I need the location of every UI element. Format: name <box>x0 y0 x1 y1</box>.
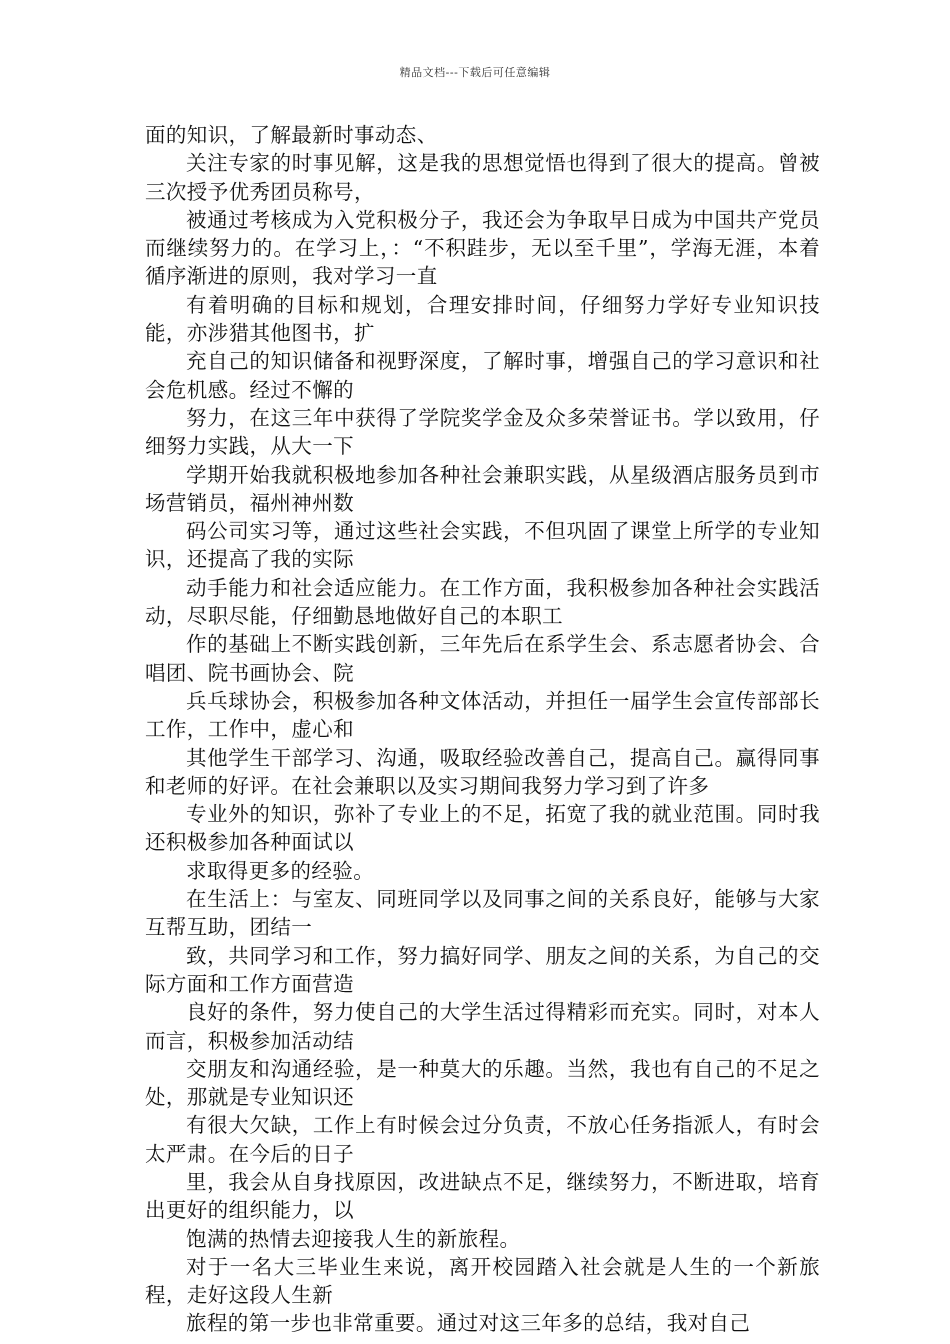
paragraph: 求取得更多的经验。 <box>186 858 375 883</box>
paragraph: 关注专家的时事见解，这是我的思想觉悟也得到了很大的提高。曾被三次授予优秀团员称号， <box>145 151 820 204</box>
page-header: 精品文档---下载后可任意编辑 <box>399 66 551 79</box>
paragraph: 良好的条件，努力使自己的大学生活过得精彩而充实。同时，对本人而言，积极参加活动结 <box>145 1000 820 1053</box>
paragraph: 动手能力和社会适应能力。在工作方面，我积极参加各种社会实践活动，尽职尽能，仔细勤恳地做好自己的本职工 <box>145 575 820 629</box>
paragraph: 有着明确的目标和规划，合理安排时间，仔细努力学好专业知识技能，亦涉猎其他图书，扩 <box>145 292 820 346</box>
paragraph: 里，我会从自身找原因，改进缺点不足，继续努力，不断进取，培育出更好的组织能力，以 <box>145 1169 820 1223</box>
paragraph: 兵乓球协会，积极参加各种文体活动，并担任一届学生会宣传部部长工作，工作中，虚心和 <box>145 688 820 742</box>
body-text <box>145 121 820 1338</box>
paragraph: 有很大欠缺，工作上有时候会过分负责，不放心任务指派人，有时会太严肃。在今后的日子 <box>145 1113 820 1166</box>
paragraph: 充自己的知识储备和视野深度，了解时事，增强自己的学习意识和社会危机感。经过不懈的 <box>145 349 820 402</box>
paragraph: 作的基础上不断实践创新，三年先后在系学生会、系志愿者协会、合唱团、院书画协会、院 <box>145 632 820 685</box>
paragraph: 致，共同学习和工作，努力搞好同学、朋友之间的关系，为自己的交际方面和工作方面营造 <box>145 943 820 996</box>
paragraph: 对于一名大三毕业生来说，离开校园踏入社会就是人生的一个新旅程，走好这段人生新 <box>145 1254 820 1308</box>
paragraph: 面的知识，了解最新时事动态、 <box>145 123 438 147</box>
paragraph: 饱满的热情去迎接我人生的新旅程。 <box>186 1226 521 1251</box>
paragraph: 在生活上：与室友、同班同学以及同事之间的关系良好，能够与大家互帮互助，团结一 <box>145 887 820 940</box>
paragraph: 其他学生干部学习、沟通，吸取经验改善自己，提高自己。赢得同事和老师的好评。在社会兼职以及实习期间我努力学习到了许多 <box>145 745 820 798</box>
paragraph: 被通过考核成为入党积极分子，我还会为争取早日成为中国共产党员而继续努力的。在学习上，：“不积跬步，无以至千里”，学海无涯，本着循序渐进的原则，我对学习一直 <box>145 207 820 289</box>
paragraph: 交朋友和沟通经验，是一种莫大的乐趣。当然，我也有自己的不足之处，那就是专业知识还 <box>145 1056 820 1110</box>
paragraph: 努力，在这三年中获得了学院奖学金及众多荣誉证书。学以致用，仔细努力实践，从大一下 <box>145 405 820 459</box>
paragraph: 学期开始我就积极地参加各种社会兼职实践，从星级酒店服务员到市场营销员，福州神州数 <box>145 462 820 515</box>
paragraph: 码公司实习等，通过这些社会实践，不但巩固了课堂上所学的专业知识，还提高了我的实际 <box>145 519 820 572</box>
paragraph: 专业外的知识，弥补了专业上的不足，拓宽了我的就业范围。同时我还积极参加各种面试以 <box>145 802 820 855</box>
paragraph: 旅程的第一步也非常重要。通过对这三年多的总结，我对自己 <box>186 1311 751 1336</box>
